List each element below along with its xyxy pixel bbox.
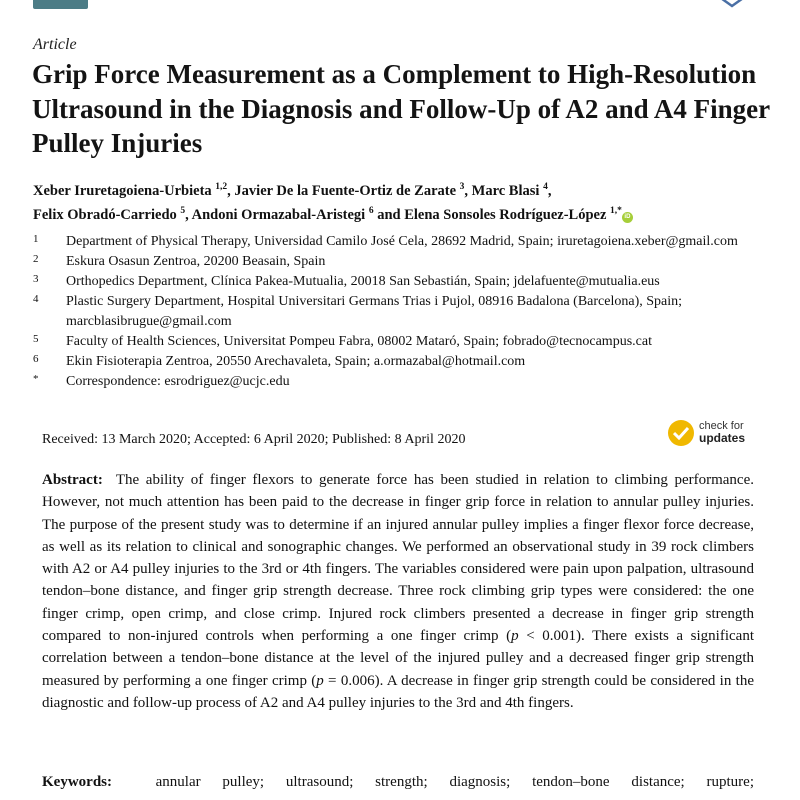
publisher-logo-icon bbox=[716, 0, 748, 10]
affiliation-text: Plastic Surgery Department, Hospital Universitari Germans Trias i Pujol, 08916 Badalona (Barcelona), Spain; marcblasibrugue@gmail.com bbox=[66, 294, 683, 329]
check-updates-line1: check for bbox=[699, 420, 744, 432]
affiliation-text: Ekin Fisioterapia Zentroa, 20550 Arechavaleta, Spain; a.ormazabal@hotmail.com bbox=[66, 354, 526, 369]
affiliation-item bbox=[33, 292, 773, 332]
affiliation-list bbox=[33, 232, 773, 392]
affiliation-item bbox=[33, 252, 773, 272]
affiliation-number: 5 bbox=[33, 333, 39, 345]
affiliation-text: Eskura Osasun Zentroa, 20200 Beasain, Spain bbox=[66, 254, 326, 269]
abstract-text: The ability of finger flexors to generate force has been studied in relation to climbing performance. However, not much attention has been paid to the decrease in finger grip force in relation to annular pulley injuries. The purpose of the present study was to determine if an injured annular pulley implies a finger flexor force decrease, as well as its relation to clinical and sonographic changes. We performed an observational study in 39 rock climbers with A2 or A4 pulley injuries to the 3rd or 4th fingers. The variables considered were pain upon palpation, ultrasound tendon–bone distance, and finger grip strength decrease. Three rock climbing grip types were considered: the one finger crimp, open crimp, and close crimp. Injured rock climbers presented a decrease in finger grip strength compared to non-injured controls when performing a one finger crimp ( bbox=[42, 472, 754, 645]
publication-dates: Received: 13 March 2020; Accepted: 6 April 2020; Published: 8 April 2020 bbox=[42, 432, 466, 447]
author-list bbox=[33, 179, 773, 227]
author-affiliation-mark: 6 bbox=[368, 206, 374, 217]
affiliation-text: Faculty of Health Sciences, Universitat Pompeu Fabra, 08002 Mataró, Spain; fobrado@tecnocampus.cat bbox=[66, 334, 652, 349]
p-value-symbol: p bbox=[511, 628, 519, 645]
affiliation-number: 2 bbox=[33, 253, 39, 265]
author-name: Javier De la Fuente-Ortiz de Zarate bbox=[234, 183, 457, 199]
author-affiliation-mark: 4 bbox=[543, 182, 548, 193]
affiliation-item bbox=[33, 372, 773, 392]
affiliation-item bbox=[33, 332, 773, 352]
check-updates-line2: updates bbox=[699, 431, 746, 445]
author-name: Felix Obradó-Carriedo bbox=[33, 207, 177, 223]
author-separator: and bbox=[373, 207, 405, 223]
author-separator: , bbox=[227, 183, 235, 199]
affiliation-number: 4 bbox=[33, 293, 39, 305]
author-separator: , bbox=[464, 183, 472, 199]
author-separator: , bbox=[547, 183, 552, 199]
author-affiliation-mark: 1,2 bbox=[215, 182, 228, 193]
affiliation-number: 6 bbox=[33, 353, 39, 365]
author-separator: , bbox=[185, 207, 192, 223]
check-updates-label bbox=[699, 420, 745, 444]
affiliation-number: 3 bbox=[33, 273, 39, 285]
author-affiliation-mark: 5 bbox=[180, 206, 186, 217]
author-name: Elena Sonsoles Rodríguez-López bbox=[404, 207, 607, 223]
author-name: Marc Blasi bbox=[471, 183, 540, 199]
affiliation-text: Correspondence: esrodriguez@ucjc.edu bbox=[66, 374, 290, 389]
affiliation-item bbox=[33, 352, 773, 372]
abstract-text: < 0.001). There exists a significant correlation between a tendon–bone distance at the level of the injured pulley and a decreased finger grip strength measured by performing a one finger crimp ( bbox=[42, 628, 754, 689]
abstract bbox=[42, 469, 754, 714]
keywords bbox=[42, 774, 754, 791]
abstract-label: Abstract: bbox=[42, 472, 103, 488]
check-updates-icon bbox=[668, 420, 694, 446]
author-affiliation-mark: 3 bbox=[459, 182, 465, 193]
paper-title: Grip Force Measurement as a Complement to High-Resolution Ultrasound in the Diagnosis and Follow-Up of A2 and A4 Finger Pulley Injuries bbox=[32, 59, 770, 158]
orcid-icon[interactable]: iD bbox=[622, 212, 633, 223]
author-name: Xeber Iruretagoiena-Urbieta bbox=[33, 183, 212, 199]
keywords-text: annular pulley; ultrasound; strength; diagnosis; tendon–bone distance; rupture; bbox=[155, 774, 755, 790]
p-value-symbol: p bbox=[316, 672, 324, 689]
affiliation-item bbox=[33, 232, 773, 252]
abstract-text: = 0.006). A decrease in finger grip strength could be considered in the diagnostic and follow-up process of A2 and A4 pulley injuries to the 3rd and 4th fingers. bbox=[42, 672, 754, 711]
affiliation-item bbox=[33, 272, 773, 292]
journal-logo bbox=[33, 0, 88, 9]
author-name: Andoni Ormazabal-Aristegi bbox=[191, 207, 366, 223]
affiliation-text: Department of Physical Therapy, Universidad Camilo José Cela, 28692 Madrid, Spain; iruretagoiena.xeber@gmail.com bbox=[66, 234, 738, 249]
article-type-label: Article bbox=[33, 36, 77, 53]
affiliation-number: 1 bbox=[33, 233, 39, 245]
keywords-label: Keywords: bbox=[42, 774, 112, 790]
check-updates-button[interactable] bbox=[668, 418, 758, 448]
affiliation-text: Orthopedics Department, Clínica Pakea-Mutualia, 20018 San Sebastián, Spain; jdelafuente@mutualia.eus bbox=[66, 274, 660, 289]
affiliation-number: * bbox=[33, 373, 39, 385]
author-affiliation-mark: 1,* bbox=[610, 206, 622, 217]
